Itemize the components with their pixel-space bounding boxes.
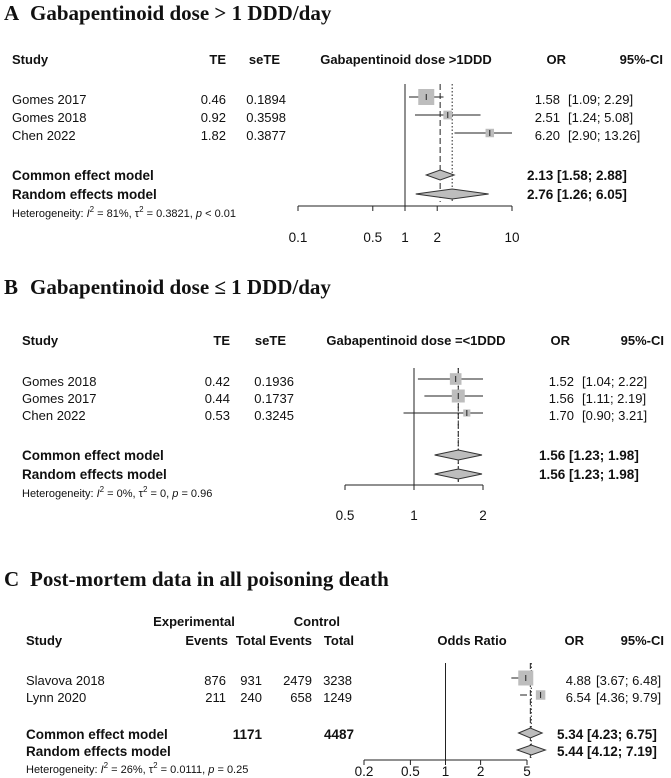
- random-effects-result: 2.76 [1.26; 6.05]: [527, 187, 627, 202]
- col-control-header: Control: [293, 614, 340, 629]
- panel-a-label: A: [4, 1, 20, 25]
- col-te-header: TE: [213, 333, 230, 348]
- study-sete: 0.1737: [254, 391, 294, 406]
- panel-a-forest-plot: [289, 84, 520, 245]
- study-or: 1.56: [548, 391, 574, 406]
- study-te: 1.82: [200, 128, 226, 143]
- col-plot-header: Odds Ratio: [437, 633, 507, 648]
- study-or: 1.58: [534, 92, 560, 107]
- study-ctrl-total: 3238: [323, 673, 352, 688]
- col-sete-header: seTE: [254, 333, 286, 348]
- study-ci: [1.11; 2.19]: [582, 391, 647, 406]
- x-axis-tick-label: 0.1: [288, 230, 308, 245]
- col-te-header: TE: [209, 52, 226, 67]
- common-ctrl-total: 4487: [323, 727, 354, 742]
- study-sete: 0.1894: [246, 92, 286, 107]
- col-plot-header: Gabapentinoid dose =<1DDD: [326, 333, 506, 348]
- study-ctrl-events: 2479: [283, 673, 312, 688]
- study-te: 0.46: [200, 92, 226, 107]
- heterogeneity-stats: Heterogeneity: $I^2 = 26\%$, $\tau^2 = 0.0111$, p = 0.25: [26, 761, 249, 776]
- study-or: 4.88: [565, 673, 591, 688]
- x-axis-tick-label: 2: [476, 764, 485, 778]
- col-ci-header: 95%-CI: [620, 333, 664, 348]
- study-ctrl-events: 658: [290, 690, 312, 705]
- random-effects-result: 5.44 [4.12; 7.19]: [557, 744, 657, 759]
- x-axis-tick-label: 1: [441, 764, 450, 778]
- common-effect-label: Common effect model: [22, 448, 164, 463]
- col-or-header: OR: [546, 52, 566, 67]
- common-effect-label: Common effect model: [26, 727, 168, 742]
- panel-a-title: Gabapentinoid dose > 1 DDD/day: [30, 1, 332, 25]
- col-study-header: Study: [26, 633, 63, 648]
- common-effect-result: 1.56 [1.23; 1.98]: [539, 448, 639, 463]
- study-te: 0.53: [204, 408, 230, 423]
- study-name: Gomes 2018: [12, 110, 87, 125]
- col-total-header: Total: [235, 633, 266, 648]
- pooled-diamond: [517, 745, 545, 755]
- x-axis-tick-label: 1: [401, 230, 409, 245]
- study-exp-events: 876: [204, 673, 226, 688]
- study-ci: [3.67; 6.48]: [596, 673, 662, 688]
- col-total-header: Total: [323, 633, 354, 648]
- col-experimental-header: Experimental: [153, 614, 235, 629]
- col-events-header: Events: [185, 633, 228, 648]
- common-effect-result: 2.13 [1.58; 2.88]: [527, 168, 627, 183]
- panel-c: [4, 567, 664, 778]
- pooled-diamond: [519, 728, 543, 738]
- study-name: Slavova 2018: [26, 673, 105, 688]
- random-effects-label: Random effects model: [12, 187, 157, 202]
- panel-b: [4, 275, 664, 523]
- study-or: 1.70: [548, 408, 574, 423]
- study-ci: [1.04; 2.22]: [582, 374, 648, 389]
- study-ci: [0.90; 3.21]: [582, 408, 648, 423]
- study-te: 0.44: [204, 391, 230, 406]
- col-study-header: Study: [22, 333, 59, 348]
- pooled-diamond: [416, 189, 489, 199]
- study-te: 0.92: [200, 110, 226, 125]
- study-or: 1.52: [548, 374, 574, 389]
- study-te: 0.42: [204, 374, 230, 389]
- pooled-diamond: [435, 469, 482, 479]
- random-effects-label: Random effects model: [26, 744, 171, 759]
- study-ci: [2.90; 13.26]: [568, 128, 641, 143]
- common-effect-label: Common effect model: [12, 168, 154, 183]
- study-name: Gomes 2017: [12, 92, 87, 107]
- panel-b-label: B: [4, 275, 19, 299]
- study-sete: 0.3877: [246, 128, 286, 143]
- study-name: Chen 2022: [22, 408, 86, 423]
- panel-c-title: Post-mortem data in all poisoning death: [30, 567, 389, 591]
- x-axis-tick-label: 0.5: [401, 764, 420, 778]
- x-axis-tick-label: 0.5: [363, 230, 383, 245]
- x-axis-tick-label: 10: [504, 230, 520, 245]
- study-sete: 0.3245: [254, 408, 294, 423]
- pooled-diamond: [435, 450, 482, 460]
- study-exp-events: 211: [205, 690, 226, 705]
- x-axis-tick-label: 2: [433, 230, 441, 245]
- study-exp-total: 240: [240, 690, 262, 705]
- col-plot-header: Gabapentinoid dose >1DDD: [320, 52, 492, 67]
- study-or: 6.54: [565, 690, 591, 705]
- x-axis-tick-label: 0.2: [354, 764, 374, 778]
- col-sete-header: seTE: [248, 52, 280, 67]
- panel-c-label: C: [4, 567, 20, 591]
- study-name: Gomes 2017: [22, 391, 97, 406]
- col-or-header: OR: [564, 633, 584, 648]
- x-axis-tick-label: 0.5: [335, 508, 355, 523]
- col-or-header: OR: [550, 333, 570, 348]
- study-exp-total: 931: [240, 673, 262, 688]
- col-study-header: Study: [12, 52, 49, 67]
- study-or: 2.51: [534, 110, 560, 125]
- x-axis-tick-label: 1: [410, 508, 418, 523]
- study-name: Gomes 2018: [22, 374, 97, 389]
- study-ctrl-total: 1249: [323, 690, 352, 705]
- study-name: Chen 2022: [12, 128, 76, 143]
- panel-b-forest-plot: [336, 368, 487, 523]
- random-effects-label: Random effects model: [22, 467, 167, 482]
- study-name: Lynn 2020: [26, 690, 87, 705]
- study-sete: 0.1936: [254, 374, 294, 389]
- study-ci: [1.09; 2.29]: [568, 92, 634, 107]
- x-axis-tick-label: 2: [479, 508, 487, 523]
- study-or: 6.20: [534, 128, 560, 143]
- col-ci-header: 95%-CI: [620, 633, 664, 648]
- random-effects-result: 1.56 [1.23; 1.98]: [539, 467, 639, 482]
- heterogeneity-stats: Heterogeneity: $I^2 = 0\%$, $\tau^2 = 0$, p = 0.96: [22, 485, 213, 500]
- heterogeneity-stats: Heterogeneity: $I^2 = 81\%$, $\tau^2 = 0.3821$, p < 0.01: [12, 205, 236, 220]
- pooled-diamond: [426, 170, 454, 180]
- col-events-header: Events: [269, 633, 312, 648]
- study-sete: 0.3598: [246, 110, 286, 125]
- panel-c-forest-plot: [355, 663, 546, 778]
- study-ci: [1.24; 5.08]: [568, 110, 634, 125]
- common-effect-result: 5.34 [4.23; 6.75]: [557, 727, 657, 742]
- panel-a: [4, 1, 663, 245]
- panel-b-title: Gabapentinoid dose ≤ 1 DDD/day: [30, 275, 331, 299]
- study-ci: [4.36; 9.79]: [596, 690, 662, 705]
- col-ci-header: 95%-CI: [619, 52, 663, 67]
- x-axis-tick-label: 5: [523, 764, 531, 778]
- common-exp-total: 1171: [232, 727, 262, 742]
